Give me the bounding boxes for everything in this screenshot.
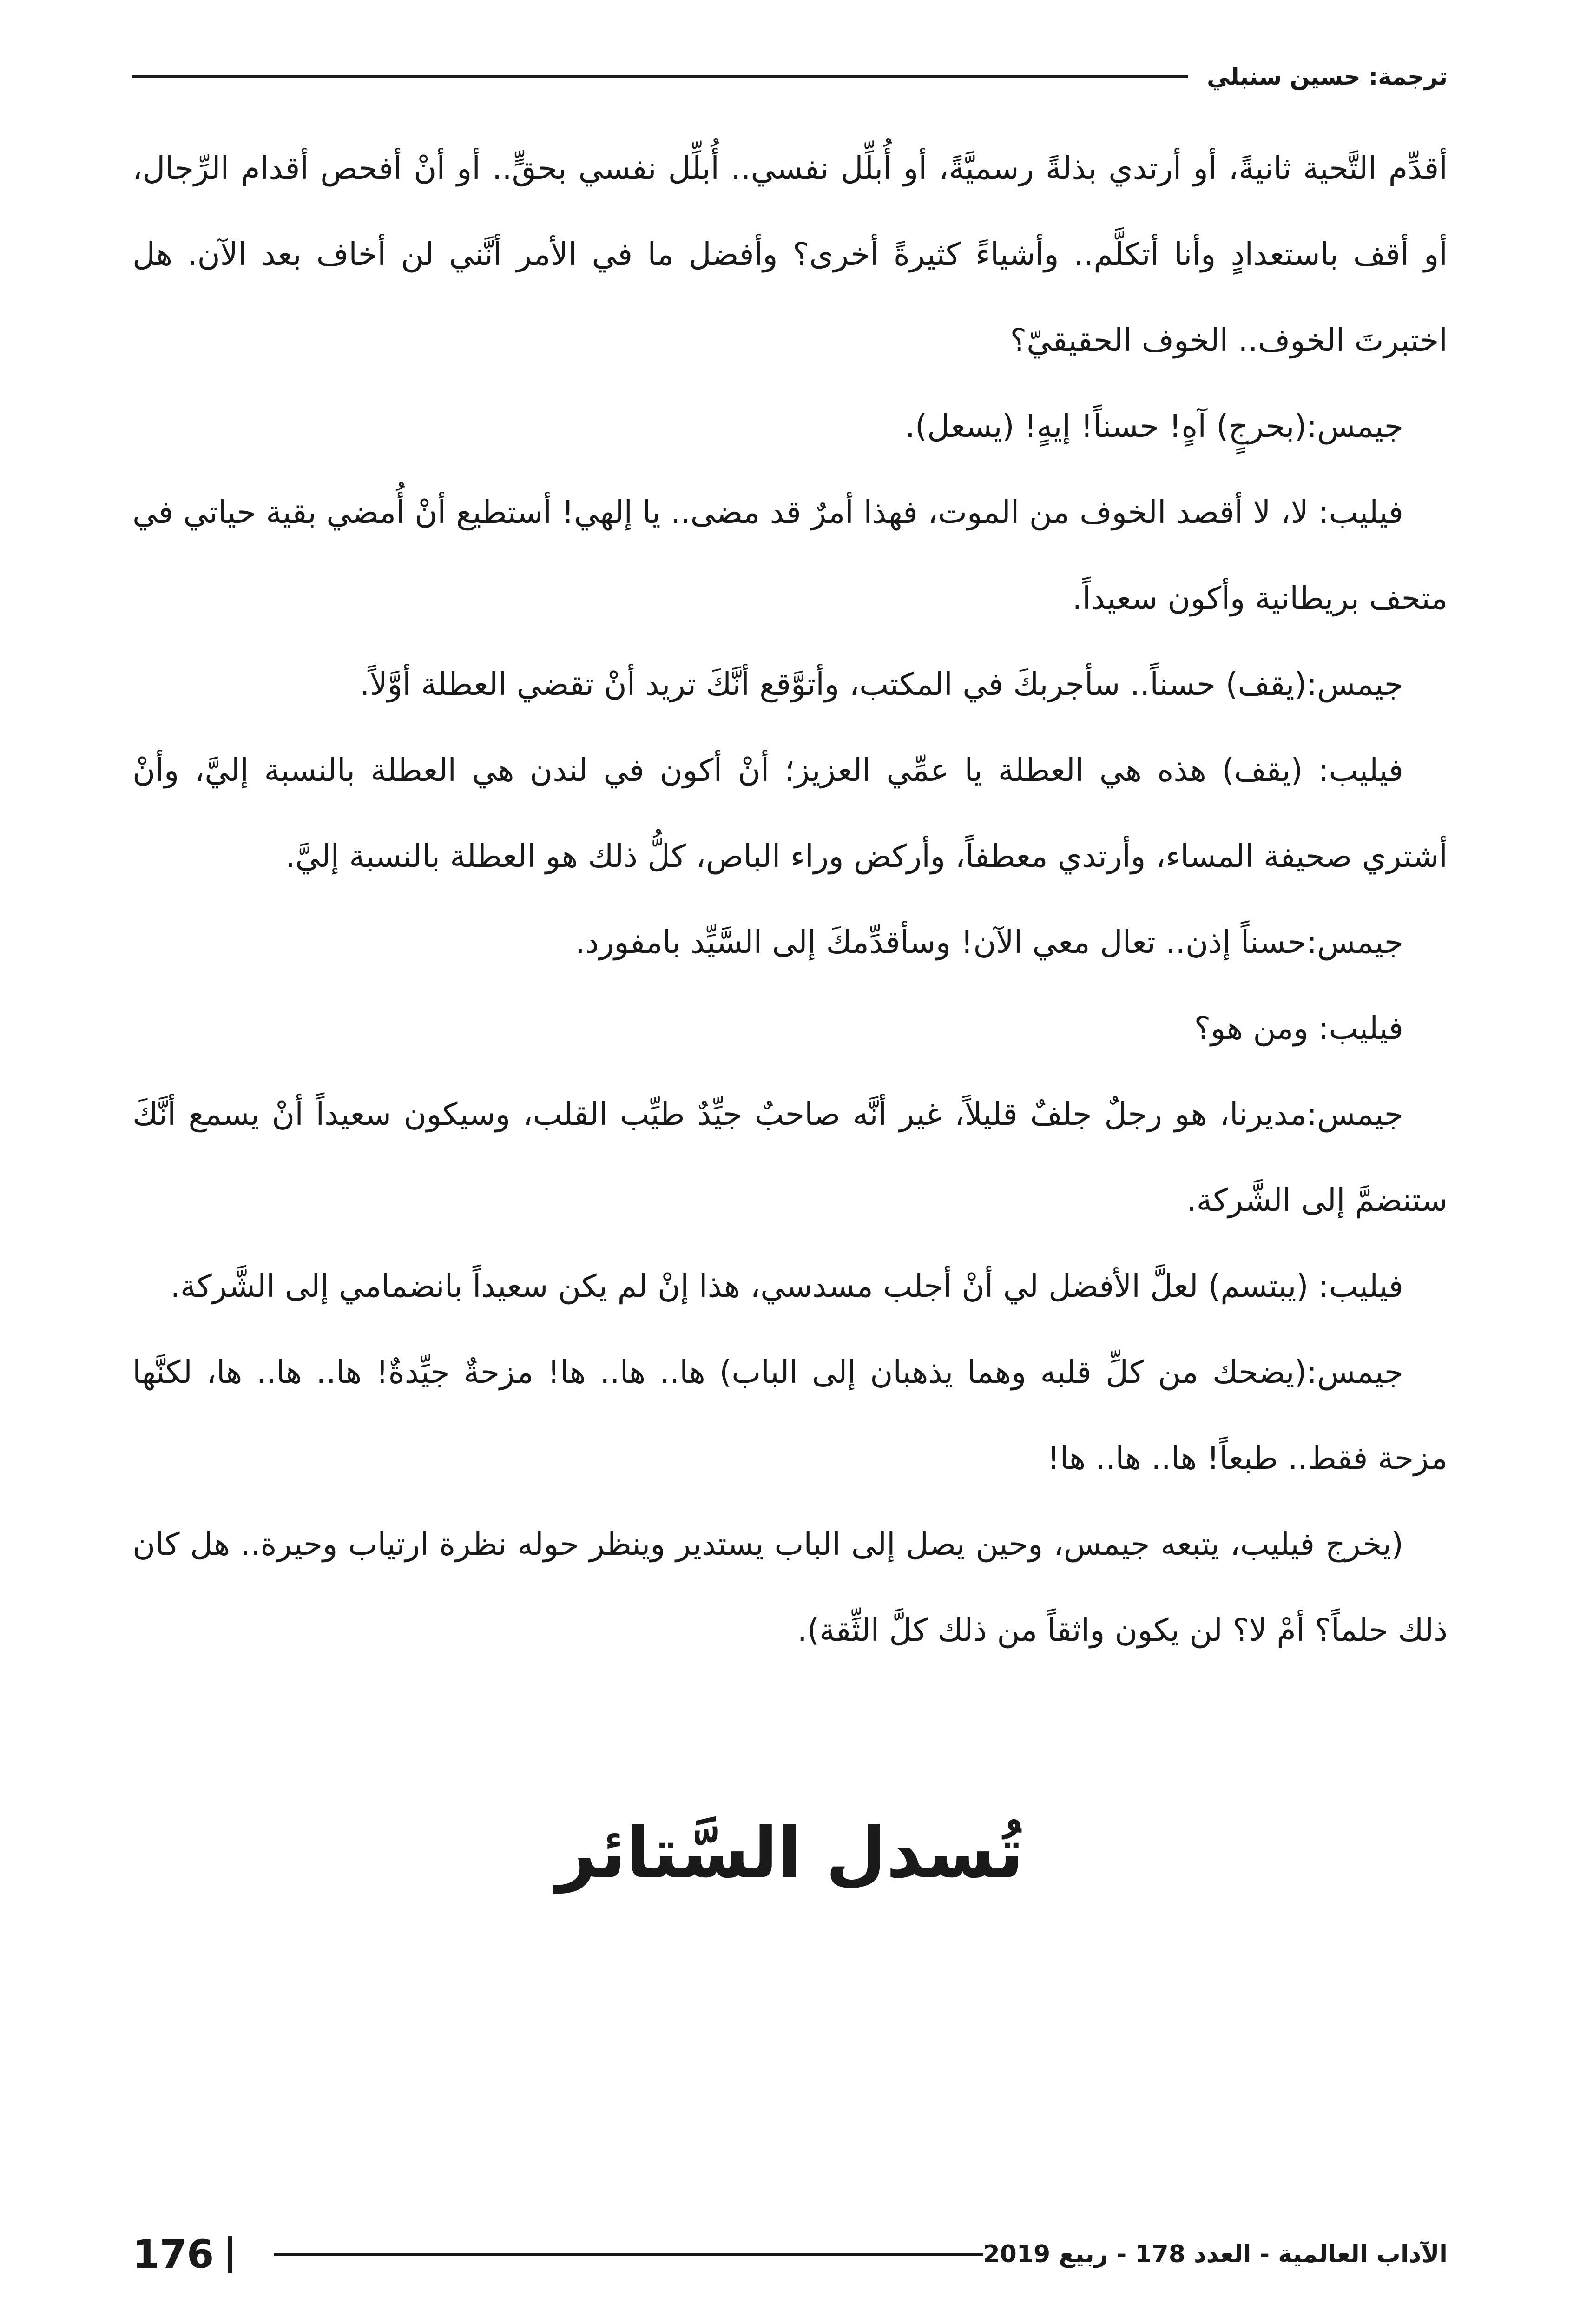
paragraph-text: (يضحك من كلِّ قلبه وهما يذهبان إلى الباب) ها.. ها.. ها! مزحةٌ جيِّدةٌ! ها.. ها.. ها، لكنَّها مزحة فقط.. طبعاً! ها.. ها.. ها!: [132, 1354, 1448, 1476]
article-body: [132, 125, 1448, 1673]
footer-rule: [274, 2253, 983, 2256]
section-title: تُسدل السَّتائر: [556, 1813, 1024, 1894]
paragraph: [132, 899, 1448, 985]
journal-issue: الآداب العالمية - العدد 178 - ربيع 2019: [983, 2240, 1448, 2268]
header-rule: [132, 75, 1188, 78]
speaker-name: فيليب:: [1318, 1268, 1403, 1304]
speaker-name: جيمس:: [1306, 408, 1403, 444]
paragraph: [132, 125, 1448, 383]
paragraph-text: (يقف) حسناً.. سأجربكَ في المكتب، وأتوَّقع أنَّكَ تريد أنْ تقضي العطلة أوَّلاً.: [360, 666, 1307, 702]
running-header: [132, 51, 1448, 102]
paragraph: [132, 641, 1448, 727]
paragraph-text: مديرنا، هو رجلٌ جلفٌ قليلاً، غير أنَّه صاحبٌ جيِّدٌ طيِّب القلب، وسيكون سعيداً أنْ يسمع أنَّكَ ستنضمَّ إلى الشَّركة.: [132, 1096, 1448, 1218]
translator-credit: ترجمة: حسين سنبلي: [1207, 63, 1448, 90]
paragraph-text: (بحرجٍ) آهٍ! حسناً! إيهٍ! (يسعل).: [905, 408, 1307, 444]
paragraph: [132, 1243, 1448, 1329]
speaker-name: فيليب:: [1318, 1010, 1403, 1046]
speaker-name: جيمس:: [1306, 666, 1403, 702]
paragraph-text: (يقف) هذه هي العطلة يا عمِّي العزيز؛ أنْ أكون في لندن هي العطلة بالنسبة إليَّ، وأنْ أشتري صحيفة المساء، وأرتدي معطفاً، وأركض وراء الباص، كلُّ ذلك هو العطلة بالنسبة إليَّ.: [132, 752, 1448, 874]
speaker-name: جيمس:: [1306, 924, 1403, 960]
speaker-name: جيمس:: [1306, 1354, 1403, 1390]
paragraph-text: حسناً إذن.. تعال معي الآن! وسأقدِّمكَ إلى السَّيِّد بامفورد.: [575, 924, 1307, 960]
paragraph-text: ومن هو؟: [1194, 1010, 1309, 1046]
stage-direction: [132, 1501, 1448, 1673]
paragraph: [132, 985, 1448, 1071]
speaker-name: جيمس:: [1306, 1096, 1403, 1132]
speaker-name: فيليب:: [1318, 752, 1403, 788]
speaker-name: فيليب:: [1318, 494, 1403, 530]
paragraph: [132, 1329, 1448, 1501]
page-footer: [132, 2226, 1448, 2282]
page-number-separator: [228, 2236, 232, 2273]
paragraph: [132, 727, 1448, 899]
paragraph: [132, 383, 1448, 469]
paragraph: [132, 1071, 1448, 1243]
paragraph-text: (يبتسم) لعلَّ الأفضل لي أنْ أجلب مسدسي، هذا إنْ لم يكن سعيداً بانضمامي إلى الشَّركة.: [170, 1268, 1309, 1304]
paragraph-text: (يخرج فيليب، يتبعه جيمس، وحين يصل إلى الباب يستدير وينظر حوله نظرة ارتياب وحيرة.. هل كان ذلك حلماً؟ أمْ لا؟ لن يكون واثقاً من ذلك كلَّ الثِّقة).: [132, 1526, 1448, 1648]
paragraph-text: لا، لا أقصد الخوف من الموت، فهذا أمرٌ قد مضى.. يا إلهي! أستطيع أنْ أُمضي بقية حياتي في متحف بريطانية وأكون سعيداً.: [132, 494, 1448, 616]
paragraph: [132, 469, 1448, 641]
page-number: 176: [132, 2232, 214, 2277]
paragraph-text: أقدِّم التَّحية ثانيةً، أو أرتدي بذلةً رسميَّةً، أو أُبلِّل نفسي.. أُبلِّل نفسي بحقٍّ.. أو أنْ أفحص أقدام الرِّجال، أو أقف باستعدادٍ وأنا أتكلَّم.. وأشياءً كثيرةً أخرى؟ وأفضل ما في الأمر أنَّني لن أخاف بعد الآن. هل اختبرتَ الخوف.. الخوف الحقيقيّ؟: [132, 150, 1448, 358]
